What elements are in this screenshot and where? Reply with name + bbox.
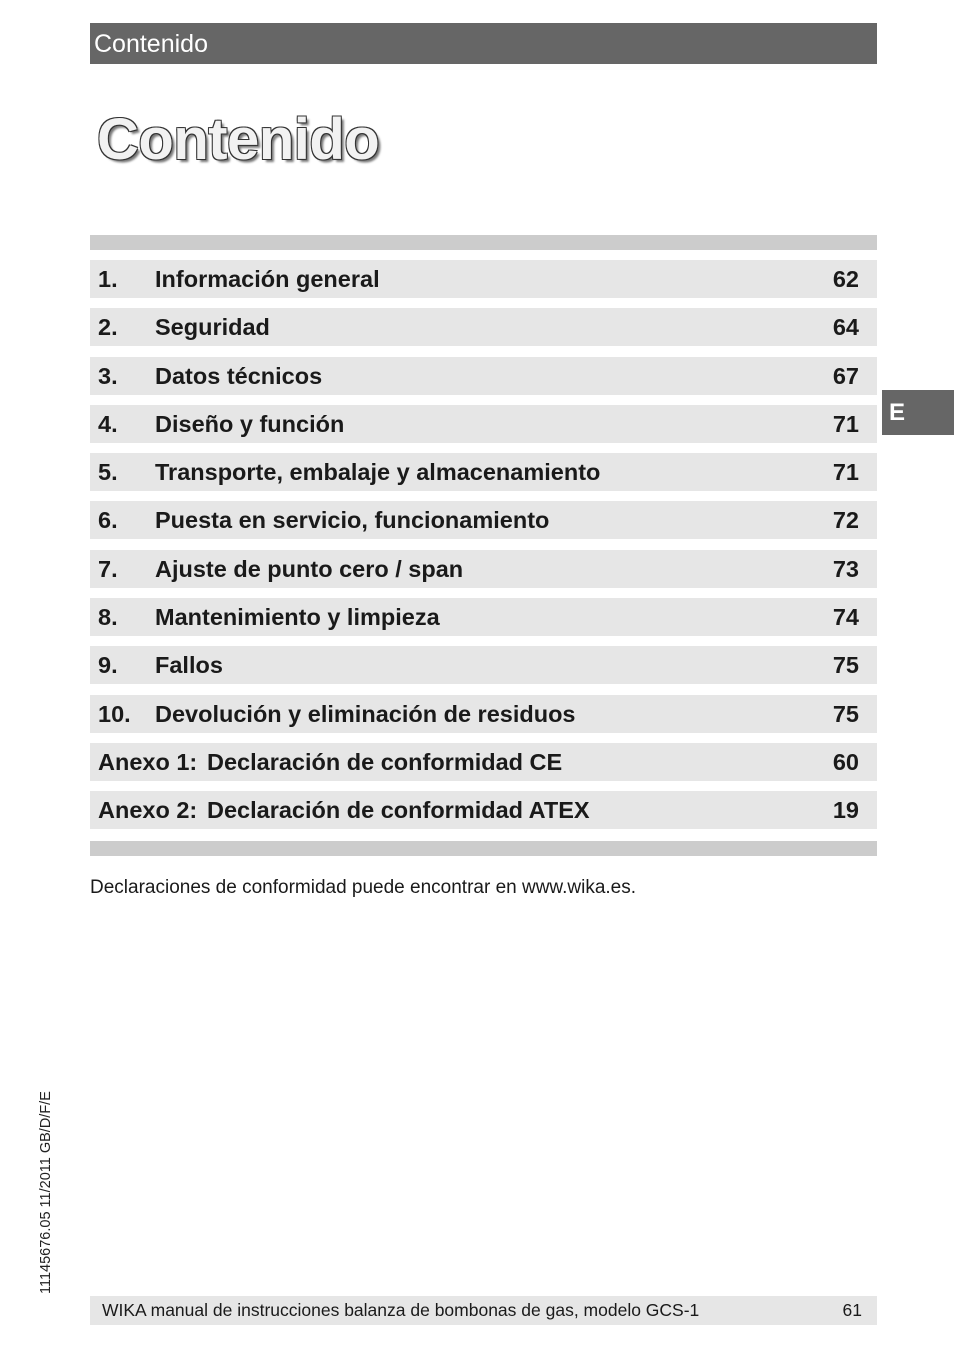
toc-row[interactable] — [90, 260, 877, 298]
toc-number: 4. — [98, 410, 118, 437]
toc-number: 2. — [98, 314, 118, 341]
annex-row[interactable] — [90, 791, 877, 829]
annex-page: 19 — [832, 797, 859, 824]
toc-number: 5. — [98, 459, 118, 486]
toc-title: Fallos — [155, 652, 223, 679]
toc-page: 62 — [832, 266, 859, 292]
annex-row[interactable] — [90, 743, 877, 781]
toc-number: 7. — [98, 555, 118, 582]
toc-row[interactable] — [90, 405, 877, 443]
toc-row[interactable] — [90, 357, 877, 395]
conformity-note: Declaraciones de conformidad puede encontrar en www.wika.es. — [90, 877, 637, 898]
footer-bar — [90, 1296, 877, 1325]
toc-number: 6. — [98, 507, 118, 534]
page-number: 61 — [842, 1300, 862, 1320]
toc-row[interactable] — [90, 598, 877, 636]
toc-number: 1. — [98, 266, 118, 292]
header-title: Contenido — [94, 30, 208, 58]
toc-title: Ajuste de punto cero / span — [155, 555, 464, 582]
page-title: Contenido — [97, 107, 380, 172]
toc-bottom-divider — [90, 841, 877, 856]
toc-page: 64 — [832, 314, 859, 341]
toc-page: 72 — [832, 507, 859, 534]
toc-title: Devolución y eliminación de residuos — [155, 700, 576, 727]
annex-title: Declaración de conformidad ATEX — [207, 797, 590, 824]
toc-number: 9. — [98, 652, 118, 679]
header-bar — [90, 23, 877, 64]
toc-title: Seguridad — [155, 314, 270, 341]
toc-number: 3. — [98, 362, 118, 389]
toc-title: Puesta en servicio, funcionamiento — [155, 507, 550, 534]
toc-page: 67 — [832, 362, 859, 389]
toc-page: 71 — [832, 410, 859, 437]
toc-row[interactable] — [90, 308, 877, 346]
toc-title: Información general — [155, 266, 380, 292]
toc-number: 8. — [98, 604, 118, 631]
toc-row[interactable] — [90, 646, 877, 684]
toc-page: 75 — [832, 700, 859, 727]
footer-text: WIKA manual de instrucciones balanza de bombonas de gas, modelo GCS-1 — [102, 1300, 700, 1320]
toc-title: Datos técnicos — [155, 362, 323, 389]
annex-label: Anexo 2: — [98, 797, 198, 824]
annex-page: 60 — [832, 748, 859, 775]
annex-title: Declaración de conformidad CE — [207, 748, 563, 775]
toc-page: 75 — [832, 652, 859, 679]
language-tab[interactable] — [882, 390, 954, 435]
table-of-contents — [90, 260, 877, 840]
toc-row[interactable] — [90, 501, 877, 539]
toc-page: 74 — [832, 604, 859, 631]
toc-title: Transporte, embalaje y almacenamiento — [155, 459, 601, 486]
annex-label: Anexo 1: — [98, 748, 198, 775]
language-tab-label: E — [889, 399, 906, 426]
toc-row[interactable] — [90, 695, 877, 733]
toc-row[interactable] — [90, 550, 877, 588]
toc-row[interactable] — [90, 453, 877, 491]
toc-title: Diseño y función — [155, 410, 345, 437]
toc-number: 10. — [98, 700, 131, 727]
document-code: 11145676.05 11/2011 GB/D/F/E — [38, 1091, 54, 1294]
toc-page: 71 — [832, 459, 859, 486]
toc-top-divider — [90, 235, 877, 250]
toc-title: Mantenimiento y limpieza — [155, 604, 440, 631]
toc-page: 73 — [832, 555, 859, 582]
